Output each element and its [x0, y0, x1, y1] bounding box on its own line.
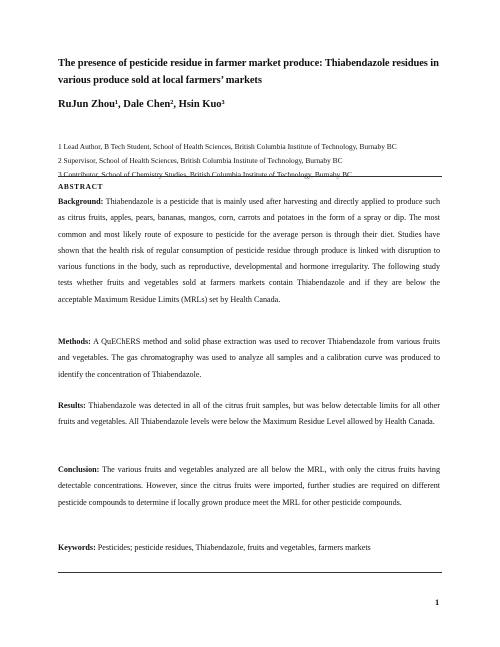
methods-label: Methods: — [58, 337, 91, 346]
divider-bottom — [58, 572, 442, 573]
affiliation-3: 3 Contributor, School of Chemistry Studies, British Columbia Institute of Technology, Burnaby BC — [58, 170, 352, 179]
results-label: Results: — [58, 401, 86, 410]
background-text: Thiabendazole is a pesticide that is mainly used after harvesting and directly applied to produce such as citrus fruits, apples, pears, bananas, mangos, corn, carrots and potatoes in the form of a spray or dip. The most common and most likely route of exposure to pesticide for the average person is through their diet. Studies have shown that the health risk of regular consumption of pesticide residue through produce is linked with disruption to various functions in the body, such as reproductive, developmental and hormone irregularity. The following study tests whether fruits and vegetables sold at farmers markets contain Thiabendazole and if they are below the acceptable Maximum Residue Limits (MRLs) set by Health Canada. — [58, 197, 440, 304]
affiliation-1: 1 Lead Author, B Tech Student, School of Health Sciences, British Columbia Institute of Technology, Burnaby BC — [58, 142, 397, 151]
keywords-text: Pesticides; pesticide residues, Thiabendazole, fruits and vegetables, farmers markets — [95, 543, 371, 552]
background-label: Background: — [58, 197, 104, 206]
author-list: RuJun Zhou¹, Dale Chen², Hsin Kuo³ — [58, 99, 225, 110]
conclusion-text: The various fruits and vegetables analyzed are all below the MRL, with only the citrus fruits having detectable concentrations. However, since the citrus fruits were imported, further studies are required on different pesticide compounds to determine if locally grown produce meet the MRL for other pesticide compounds. — [58, 465, 440, 507]
conclusion-label: Conclusion: — [58, 465, 100, 474]
keywords-paragraph — [58, 540, 440, 556]
conclusion-paragraph — [58, 462, 440, 511]
results-paragraph — [58, 398, 440, 431]
page-number: 1 — [435, 597, 440, 607]
keywords-label: Keywords: — [58, 543, 96, 552]
results-text: Thiabendazole was detected in all of the citrus fruit samples, but was below detectable limits for all other fruits and vegetables. All Thiabendazole levels were below the Maximum Residue Level allowed by Health Canada. — [58, 401, 440, 427]
methods-paragraph — [58, 334, 440, 383]
abstract-heading: ABSTRACT — [58, 182, 104, 191]
background-paragraph — [58, 194, 440, 308]
divider-top — [58, 176, 442, 177]
paper-title: The presence of pesticide residue in farmer market produce: Thiabendazole residues in various produce sold at local farmers’ markets — [58, 58, 439, 86]
affiliation-2: 2 Supervisor, School of Health Sciences, British Columbia Institute of Technology, Burnaby BC — [58, 156, 343, 165]
methods-text: A QuEChERS method and solid phase extraction was used to recover Thiabendazole from various fruits and vegetables. The gas chromatography was used to analyze all samples and a calibration curve was produced to identify the concentration of Thiabendazole. — [58, 337, 440, 379]
